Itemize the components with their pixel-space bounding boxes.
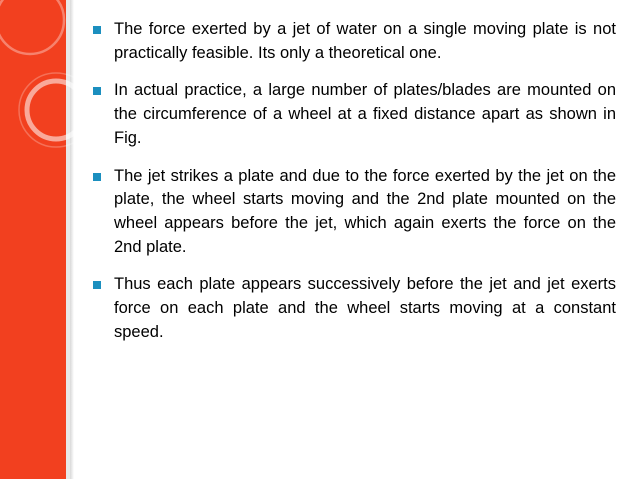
- decorative-circles-icon: [0, 0, 90, 170]
- bullet-text: The force exerted by a jet of water on a single moving plate is not practically feasible. Its only a theoretical one.: [114, 20, 616, 62]
- bullet-item: [93, 79, 616, 150]
- square-bullet-icon: [93, 26, 101, 34]
- bullet-item: [93, 273, 616, 344]
- deco-ring-middle: [27, 81, 85, 139]
- deco-ring-top: [0, 0, 64, 54]
- bullet-item: [93, 165, 616, 260]
- bullet-text: In actual practice, a large number of plates/blades are mounted on the circumference of a wheel at a fixed distance apart as shown in Fig.: [114, 81, 616, 147]
- bullet-text: The jet strikes a plate and due to the force exerted by the jet on the plate, the wheel starts moving and the 2nd plate mounted on the wheel appears before the jet, which again exerts the force on the 2nd plate.: [114, 166, 616, 256]
- bullet-item: [93, 18, 616, 65]
- slide-content: [93, 18, 616, 358]
- deco-ring-outer: [19, 73, 90, 147]
- square-bullet-icon: [93, 87, 101, 95]
- square-bullet-icon: [93, 173, 101, 181]
- square-bullet-icon: [93, 281, 101, 289]
- bullet-text: Thus each plate appears successively before the jet and jet exerts force on each plate and the wheel starts moving at a constant speed.: [114, 275, 616, 341]
